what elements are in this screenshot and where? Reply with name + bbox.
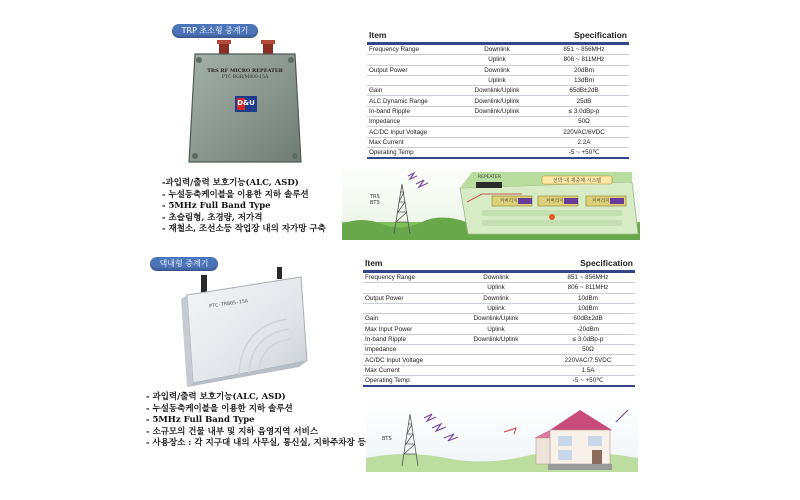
header-spec: Specification [539,30,629,44]
table-row: Gain Downlink/Uplink 65dB±2dB [367,86,629,96]
table-row: Max Current 1.5A [363,365,635,375]
table-row: In-band Ripple Downlink/Uplink ≤ 3.0dBp-p [367,106,629,116]
ship-system-sign: 선박 내 재중계 시스템 [552,178,602,184]
feature-item: - 과입력/출력 보호기능(ALC, ASD) [146,392,286,402]
feature-item: - 누설동축케이블을 이용한 지하 솔루션 [162,189,309,200]
table-row: Uplink 806 ~ 811MHz [367,55,629,65]
feature-item: - 재철소, 조선소등 작업장 내의 자가망 구축 [162,224,326,234]
repeater-label: REPEATER [478,175,501,180]
coverage-box: 커버리지 [500,199,518,204]
dnu-logo: D&U [237,99,255,107]
header-item: Item [363,258,541,272]
device2-model-text: PTC-TR805-15A [208,298,249,310]
feature-item: - 사용장소 : 각 지구대 내의 사무실, 통신실, 지하주차장 등 [146,438,366,448]
feature-item: - 소규모의 건물 내부 및 지하 음영지역 서비스 [146,426,319,437]
table-row: Operating Temp -5 ~ +50℃ [367,147,629,158]
table-row: Output Power Downlink 10dBm [363,293,635,303]
coverage-box: 커버리지 [546,199,564,204]
section1-features [162,178,326,236]
bts-label: BTS [382,436,392,442]
table-row: Uplink 13dBm [367,75,629,85]
table-row: Max Input Power Uplink -20dBm [363,324,635,334]
table-row: Output Power Downlink 20dBm [367,65,629,75]
feature-item: - 5MHz Full Band Type [162,201,271,211]
feature-item: - 누설동축케이블을 이용한 지하 솔루션 [146,403,293,414]
header-item: Item [367,30,539,44]
table-row: AC/DC Input Voltage 220VAC/7.5VDC [363,355,635,365]
feature-item: - 초슬림형, 초경량, 저가격 [162,212,263,223]
coverage-box: 커버리지 [592,199,610,204]
table-row: Gain Downlink/Uplink 60dB±2dB [363,314,635,324]
table-row: Max Current 2.2A [367,137,629,147]
section1-label: TRP 초소형 중계기 [172,24,258,38]
table-row: Impedance 50Ω [367,117,629,127]
indoor-repeater-image [167,265,315,389]
trp-repeater-image [185,38,305,170]
table-row: Impedance 50Ω [363,345,635,355]
section2-features [146,392,366,450]
feature-item: - 5MHz Full Band Type [146,415,255,425]
trs-bts-label: TRS BTS [370,194,380,206]
table-row: Frequency Range Downlink 851 ~ 856MHz [363,272,635,283]
spec-table-2 [363,258,635,387]
spec-table-1 [367,30,629,159]
table-row: Uplink 806 ~ 811MHz [363,283,635,293]
table-row: ALC Dynamic Range Downlink/Uplink 25dB [367,96,629,106]
device1-model-code: PTC-RGR/M800-15A [221,75,269,80]
table-row: Operating Temp -5 ~ +50℃ [363,375,635,386]
table-header-row [367,30,629,44]
feature-item: -과입력/출력 보호기능(ALC, ASD) [162,178,299,188]
header-spec: Specification [541,258,635,272]
table-row: AC/DC Input Voltage 220VAC/6VDC [367,127,629,137]
table-row: In-band Ripple Downlink/Uplink ≤ 3.0dBp-p [363,334,635,344]
table-header-row [363,258,635,272]
section2-label: 댁내형 중계기 [150,257,218,271]
table-row: Frequency Range Downlink 851 ~ 856MHz [367,44,629,55]
ship-coverage-illustration [342,162,640,240]
table-row: Uplink 10dBm [363,303,635,313]
building-coverage-illustration [366,400,638,472]
device1-model-text: TRS RF MICRO REPEATER [207,68,283,74]
